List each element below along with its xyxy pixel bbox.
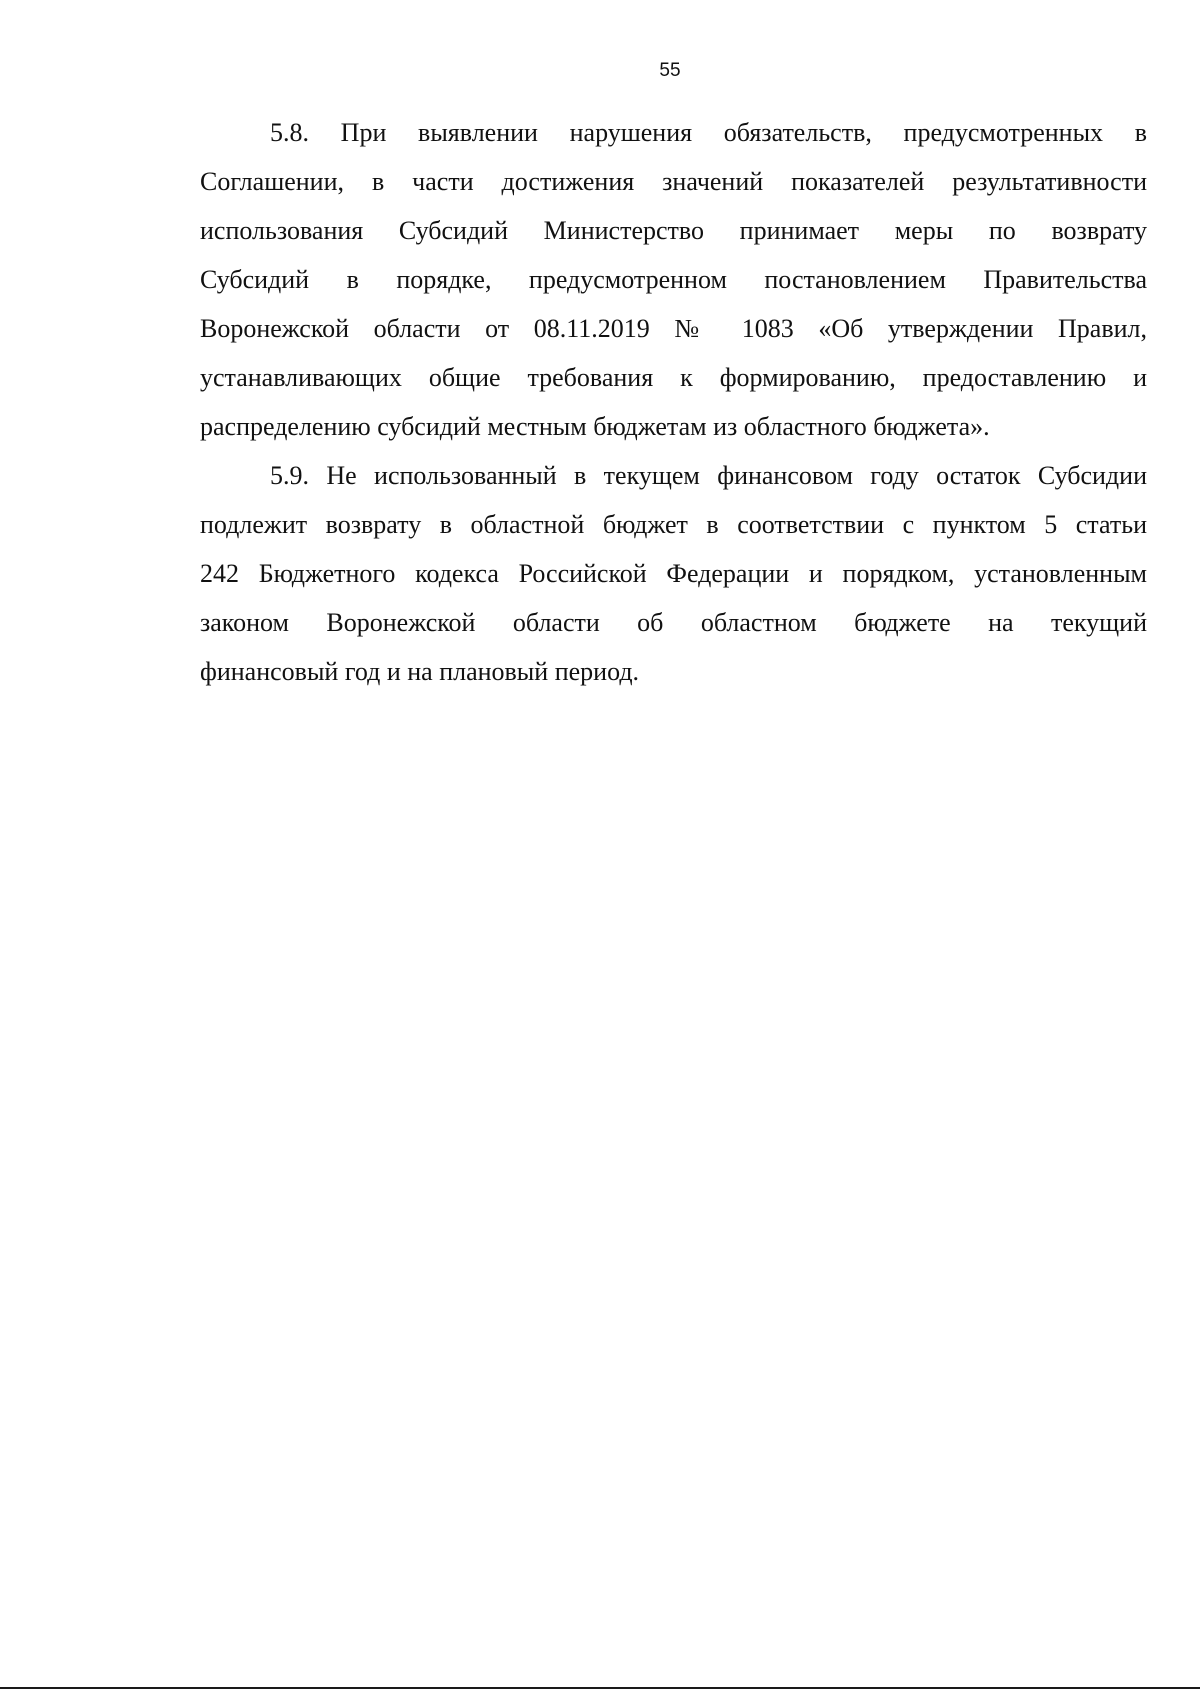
- paragraph-line: Субсидий в порядке, предусмотренном постановлением Правительства: [200, 265, 1147, 294]
- paragraph-line: 242 Бюджетного кодекса Российской Федерации и порядком, установленным: [200, 559, 1147, 588]
- paragraph-line: использования Субсидий Министерство принимает меры по возврату: [200, 216, 1147, 245]
- paragraph-line: Воронежской области от 08.11.2019 № 1083 «Об утверждении Правил,: [200, 314, 1147, 343]
- document-body: [200, 108, 1147, 696]
- paragraph-line: распределению субсидий местным бюджетам из областного бюджета».: [200, 412, 990, 441]
- paragraph-line: подлежит возврату в областной бюджет в соответствии с пунктом 5 статьи: [200, 510, 1147, 539]
- paragraph-5-8: [200, 108, 1147, 451]
- scan-edge-divider: [0, 1687, 1200, 1689]
- paragraph-line: 5.9. Не использованный в текущем финансовом году остаток Субсидии: [270, 461, 1147, 490]
- paragraph-5-9: [200, 451, 1147, 696]
- paragraph-line: 5.8. При выявлении нарушения обязательств, предусмотренных в: [270, 118, 1147, 147]
- page-number: 55: [659, 60, 681, 81]
- paragraph-line: Соглашении, в части достижения значений показателей результативности: [200, 167, 1147, 196]
- paragraph-line: финансовый год и на плановый период.: [200, 657, 640, 686]
- paragraph-line: устанавливающих общие требования к формированию, предоставлению и: [200, 363, 1147, 392]
- paragraph-line: законом Воронежской области об областном бюджете на текущий: [200, 608, 1147, 637]
